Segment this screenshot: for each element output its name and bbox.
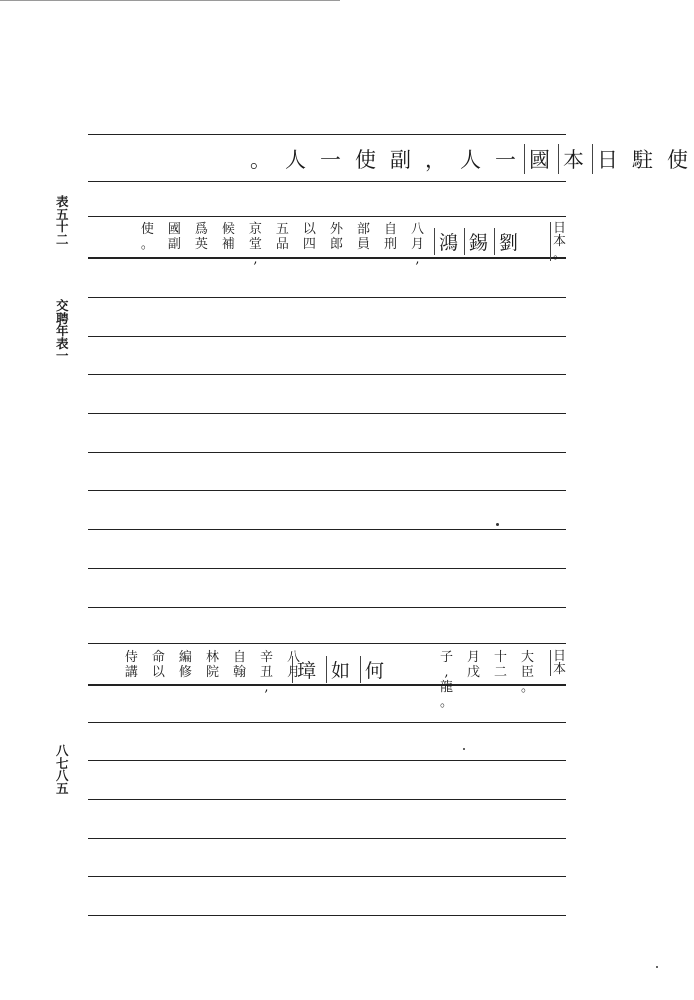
text-column: 爲 英 — [194, 222, 208, 252]
entry2-name — [292, 656, 384, 683]
text-column: 自 翰 — [232, 650, 246, 680]
entry2-row — [92, 649, 570, 710]
text-column: 命 以 — [151, 650, 165, 680]
glyph: 表 — [56, 194, 69, 209]
top-rule — [0, 0, 340, 1]
table-rule — [88, 297, 566, 298]
rule-entry1-top — [88, 216, 566, 217]
glyph: 聘 — [56, 310, 69, 326]
glyph: 十 — [56, 219, 69, 234]
text-column: 國 副 — [167, 222, 181, 252]
page-number — [56, 745, 69, 795]
header-char: 日 — [592, 144, 624, 174]
speck — [656, 966, 658, 968]
rule-entry2-top — [88, 643, 566, 644]
header-char: ， — [425, 148, 446, 172]
glyph: 五 — [56, 780, 69, 796]
text-column: 自 刑 — [383, 222, 397, 252]
glyph: 表 — [56, 335, 69, 351]
text-column: 辛 丑 , — [259, 650, 273, 695]
text-column: 八 月 — [286, 650, 300, 680]
text-column: 候 補 — [221, 222, 235, 252]
header-char: 使 — [355, 148, 376, 172]
header-char: 本 — [558, 144, 590, 174]
header-char: 副 — [390, 148, 411, 172]
entry1-name — [434, 228, 518, 255]
header-char: 人 — [285, 148, 306, 172]
header-char: 駐 — [632, 148, 653, 172]
text-column: 八 月 , — [410, 222, 424, 267]
text-column: 大 臣 。 — [520, 650, 534, 695]
glyph: 日 — [552, 649, 566, 664]
side-title — [56, 196, 69, 246]
text-column: 以 四 — [302, 222, 316, 252]
glyph: 日 — [552, 221, 566, 236]
text-column: 京 堂 , — [248, 222, 262, 267]
header-char: 人 — [460, 148, 481, 172]
text-column: 五 品 — [275, 222, 289, 252]
glyph: 本 — [552, 234, 566, 249]
text-column: 子 , 龍 。 — [439, 650, 453, 710]
header-char: 使 — [667, 148, 688, 172]
header-char: 。 — [250, 148, 271, 172]
entry1-row — [92, 221, 570, 267]
glyph: 。 — [552, 247, 566, 262]
name-char: 何 — [360, 656, 384, 683]
side-subtitle — [56, 300, 69, 363]
table-rule — [88, 452, 566, 453]
text-column: 外 郎 — [329, 222, 343, 252]
table-rule — [88, 413, 566, 414]
glyph: 年 — [56, 323, 69, 338]
entry1-cols — [141, 222, 424, 267]
glyph: 交 — [56, 298, 69, 313]
table-rule — [88, 799, 566, 800]
rule-top — [88, 134, 566, 135]
table-rule — [88, 336, 566, 337]
name-char: 錫 — [464, 228, 488, 255]
table-rule — [88, 568, 566, 569]
text-column: 部 員 — [356, 222, 370, 252]
name-char: 璋 — [292, 656, 316, 683]
name-char: 劉 — [494, 228, 518, 255]
glyph: 七 — [56, 755, 69, 771]
glyph: 一 — [56, 348, 69, 363]
text-column: 十 二 — [493, 650, 507, 680]
glyph: 八 — [56, 743, 69, 758]
header-title — [244, 144, 694, 174]
text-column: 侍 講 — [124, 650, 138, 680]
header-char: 一 — [495, 148, 516, 172]
entry2-cols2 — [125, 650, 300, 695]
entry1-country — [550, 222, 566, 261]
name-char: 鴻 — [434, 228, 458, 255]
table-rule — [88, 607, 566, 608]
speck — [496, 523, 499, 526]
entry2-cols — [440, 650, 534, 710]
table-rule — [88, 760, 566, 761]
text-column: 編 修 — [178, 650, 192, 680]
table-rule — [88, 876, 566, 877]
header-char: 國 — [524, 144, 556, 174]
text-column: 使 。 — [140, 222, 154, 252]
name-char: 如 — [326, 656, 350, 683]
table-rule — [88, 838, 566, 839]
glyph: 八 — [56, 768, 69, 783]
table-rule — [88, 529, 566, 530]
table-rule — [88, 374, 566, 375]
header-char: 一 — [320, 148, 341, 172]
glyph: 二 — [56, 231, 69, 247]
glyph: 五 — [56, 206, 69, 222]
text-column: 月 戊 — [466, 650, 480, 680]
speck — [463, 748, 465, 750]
text-column: 林 院 — [205, 650, 219, 680]
entry2-country — [550, 650, 566, 676]
table-rule — [88, 722, 566, 723]
rule-header-bottom — [88, 181, 566, 182]
glyph: 本 — [552, 662, 566, 677]
table-rule — [88, 490, 566, 491]
table-rule — [88, 915, 566, 916]
